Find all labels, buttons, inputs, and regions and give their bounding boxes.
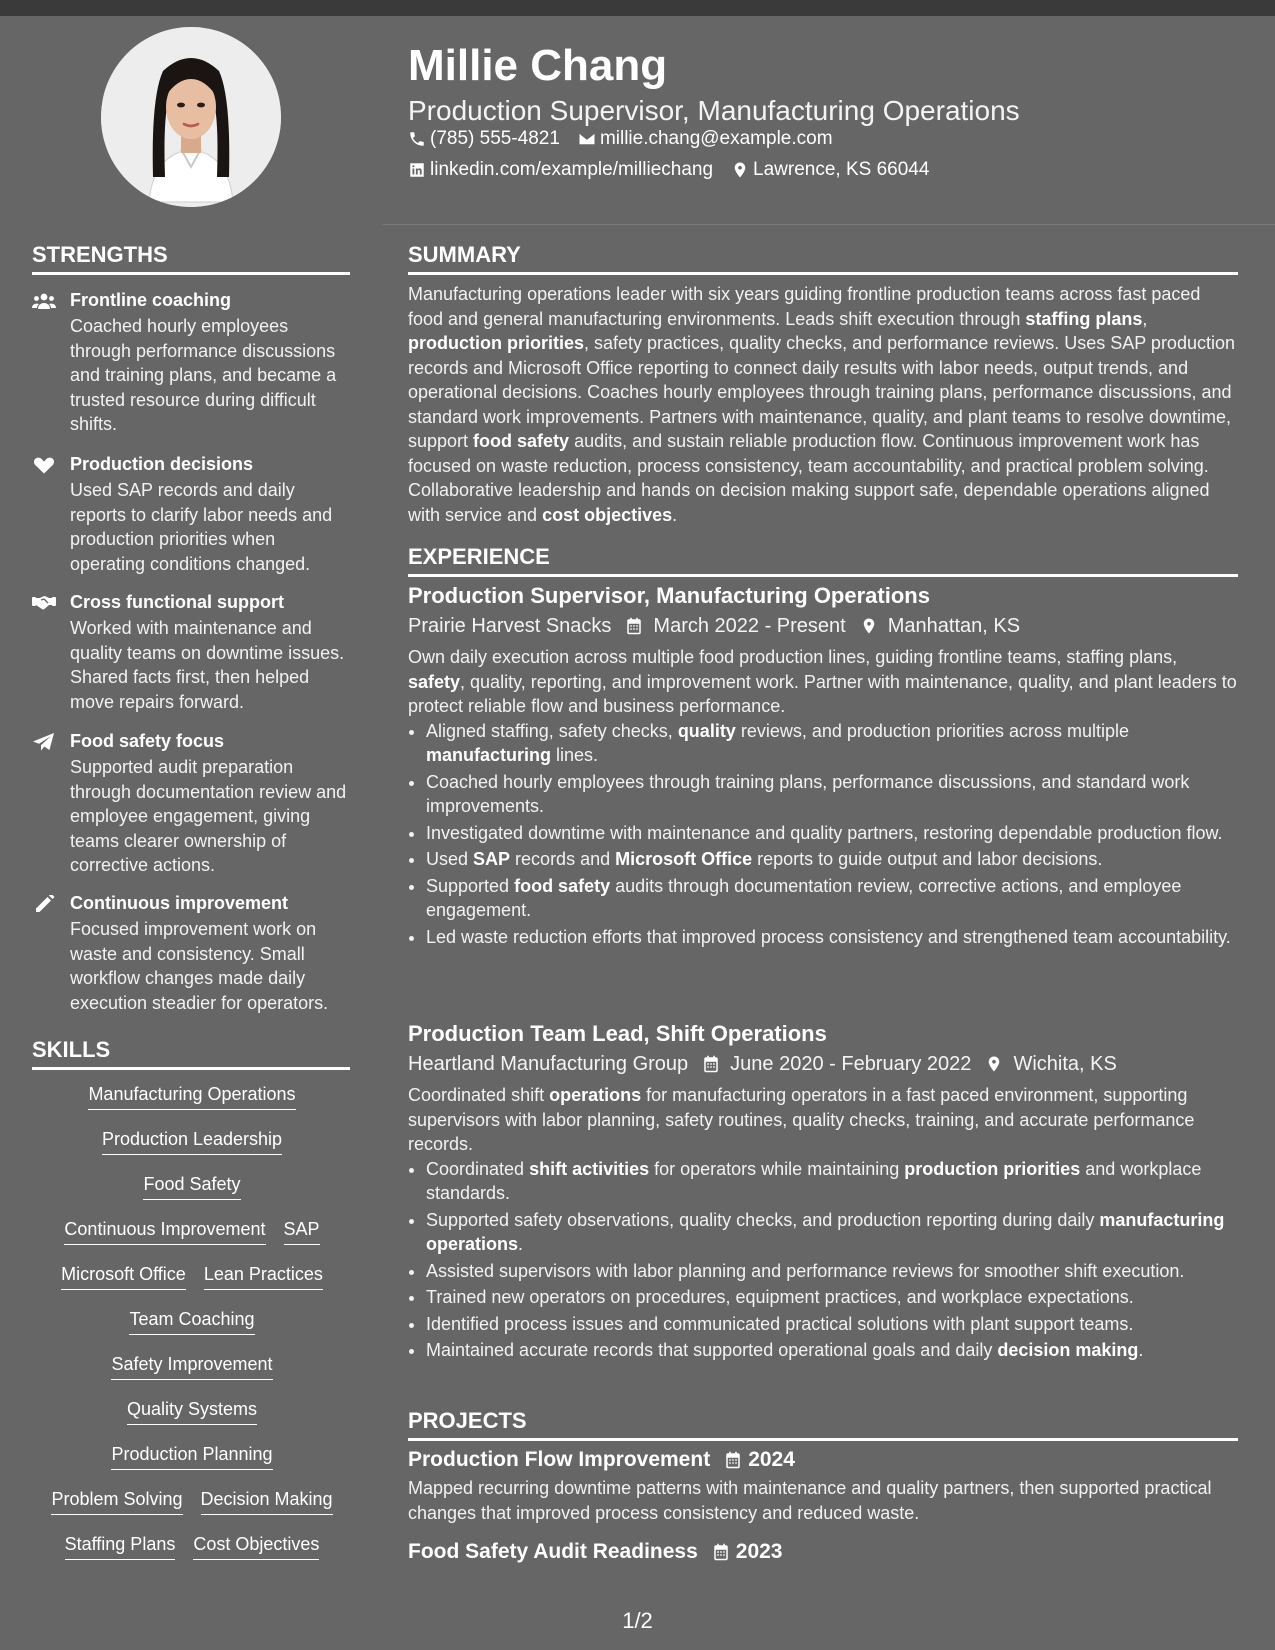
job-title: Production Team Lead, Shift Operations	[408, 1021, 827, 1046]
profile-photo	[101, 27, 281, 207]
project-year: 2023	[735, 1540, 783, 1563]
skill-tag: SAP	[284, 1218, 320, 1245]
skill-tag: Lean Practices	[204, 1263, 323, 1290]
phone-text: (785) 555-4821	[430, 128, 560, 149]
handshake-icon	[32, 594, 56, 612]
summary-text: Manufacturing operations leader with six years guiding frontline production teams across fast paced food and general manufacturing environments. Leads shift execution through staffing plans, production priorities, safety practices, quality checks, and performance reviews. Uses SAP production records and Microsoft Office reporting to connect daily results with labor needs, output trends, and operational decisions. Coaches hourly employees through training plans, performance discussions, and standard work improvements. Partners with maintenance, quality, and plant teams to resolve downtime, support food safety audits, and sustain reliable production flow. Continuous improvement work has focused on waste reduction, process consistency, team accountability, and practical problem solving. Collaborative leadership and hands on decision making support safe, dependable operations aligned with service and cost objectives.	[408, 284, 1235, 525]
strength-title: Food safety focus	[70, 731, 225, 751]
strength-title: Frontline coaching	[70, 290, 232, 310]
skill-tag: Quality Systems	[127, 1398, 257, 1425]
bullet-item: • Trained new operators on procedures, equipment practices, and workplace expectations.	[426, 1285, 1238, 1310]
strength-title: Continuous improvement	[70, 893, 289, 913]
portrait-illustration	[101, 27, 281, 207]
project-title: Production Flow Improvement	[408, 1448, 711, 1471]
header-divider	[383, 224, 1275, 225]
bullet-item: • Identified process issues and communicated practical solutions with plant support teams.	[426, 1312, 1238, 1337]
location-text: Lawrence, KS 66044	[753, 159, 930, 180]
job-meta	[408, 613, 1238, 639]
strength-desc: Supported audit preparation through documentation review and employee engagement, giving teams clearer ownership of corrective actions.	[70, 757, 347, 875]
skills-heading: SKILLS	[32, 1037, 350, 1070]
project-title: Food Safety Audit Readiness	[408, 1540, 698, 1563]
map-pin-icon	[860, 617, 878, 635]
phone-icon	[408, 130, 426, 148]
skill-tag: Production Planning	[111, 1443, 272, 1470]
map-pin-icon	[731, 161, 749, 179]
contact-row-2	[408, 159, 947, 182]
skill-tag: Team Coaching	[129, 1308, 254, 1335]
job-bullets	[408, 719, 1238, 950]
skills-list	[32, 1083, 352, 1578]
skill-tag: Manufacturing Operations	[88, 1083, 295, 1110]
project-year: 2024	[748, 1448, 795, 1471]
paper-plane-icon	[32, 733, 56, 751]
company-name: Prairie Harvest Snacks	[408, 615, 612, 637]
linkedin-icon	[408, 161, 426, 179]
calendar-icon	[625, 617, 643, 635]
strength-desc: Focused improvement work on waste and consistency. Small workflow changes made daily execution steadier for operators.	[70, 919, 329, 1013]
heart-icon	[32, 456, 56, 474]
bullet-item: • Used SAP records and Microsoft Office reports to guide output and labor decisions.	[426, 847, 1238, 872]
bullet-item: • Investigated downtime with maintenance and quality partners, restoring dependable production flow.	[426, 821, 1238, 846]
job-entry	[408, 1020, 1238, 1365]
project-entry	[408, 1447, 1238, 1525]
bullet-item: • Coordinated shift activities for operators while maintaining production priorities and workplace standards.	[426, 1157, 1238, 1206]
project-desc: Mapped recurring downtime patterns with maintenance and quality partners, then supported practical changes that improved process consistency and reduced waste.	[408, 1478, 1212, 1523]
bullet-item: • Assisted supervisors with labor planning and performance reviews for smoother shift execution.	[426, 1259, 1238, 1284]
bullet-item: • Aligned staffing, safety checks, quality reviews, and production priorities across multiple manufacturing lines.	[426, 719, 1238, 768]
strength-desc: Used SAP records and daily reports to clarify labor needs and production priorities when operating conditions changed.	[70, 480, 333, 574]
project-title-row	[408, 1539, 1238, 1565]
calendar-icon	[702, 1055, 720, 1073]
email-item[interactable]	[578, 128, 833, 151]
company-name: Heartland Manufacturing Group	[408, 1053, 689, 1075]
location-item	[731, 159, 929, 182]
skill-tag: Production Leadership	[102, 1128, 282, 1155]
bullet-item: • Led waste reduction efforts that improved process consistency and strengthened team accountability.	[426, 925, 1238, 950]
skill-tag: Continuous Improvement	[64, 1218, 265, 1245]
job-title: Production Supervisor, Manufacturing Operations	[408, 583, 930, 608]
linkedin-item[interactable]	[408, 159, 713, 182]
job-description: Own daily execution across multiple food production lines, guiding frontline teams, staffing plans, safety, quality, reporting, and improvement work. Partner with maintenance, quality, and plant leaders to protect reliable flow and business performance.	[408, 647, 1237, 716]
email-text[interactable]: millie.chang@example.com	[599, 128, 833, 149]
bullet-item: • Supported safety observations, quality checks, and production reporting during daily manufacturing operations.	[426, 1208, 1238, 1257]
job-location: Wichita, KS	[1013, 1053, 1117, 1075]
map-pin-icon	[985, 1055, 1003, 1073]
bullet-item: • Coached hourly employees through training plans, performance discussions, and standard work improvements.	[426, 770, 1238, 819]
envelope-icon	[578, 130, 596, 148]
job-meta	[408, 1051, 1238, 1077]
linkedin-text[interactable]: linkedin.com/example/milliechang	[430, 159, 714, 180]
projects-heading: PROJECTS	[408, 1408, 1238, 1441]
skill-tag: Microsoft Office	[61, 1263, 186, 1290]
summary-heading: SUMMARY	[408, 242, 1238, 275]
job-location: Manhattan, KS	[887, 615, 1021, 637]
candidate-title: Production Supervisor, Manufacturing Operations	[408, 95, 1020, 126]
experience-heading: EXPERIENCE	[408, 544, 1238, 577]
pencil-icon	[32, 895, 56, 913]
strength-desc: Worked with maintenance and quality teams on downtime issues. Shared facts first, then helped move repairs forward.	[70, 618, 345, 712]
bullet-item: • Supported food safety audits through documentation review, corrective actions, and employee engagement.	[426, 874, 1238, 923]
job-dates: June 2020 - February 2022	[730, 1053, 972, 1075]
job-entry	[408, 582, 1238, 951]
project-entry	[408, 1539, 1238, 1565]
page-number: 1/2	[622, 1608, 653, 1633]
users-icon	[32, 292, 56, 310]
calendar-icon	[712, 1543, 730, 1561]
skill-tag: Safety Improvement	[111, 1353, 272, 1380]
strength-title: Production decisions	[70, 454, 254, 474]
phone-item	[408, 128, 560, 151]
skill-tag: Problem Solving	[51, 1488, 182, 1515]
skill-tag: Food Safety	[143, 1173, 240, 1200]
project-title-row	[408, 1447, 1238, 1473]
skill-tag: Staffing Plans	[65, 1533, 176, 1560]
strengths-heading: STRENGTHS	[32, 242, 350, 275]
top-bar	[0, 0, 1275, 16]
calendar-icon	[724, 1451, 742, 1469]
skill-tag: Cost Objectives	[193, 1533, 319, 1560]
strength-title: Cross functional support	[70, 592, 285, 612]
contact-row-1	[408, 128, 851, 151]
job-dates: March 2022 - Present	[653, 615, 846, 637]
skill-tag: Decision Making	[201, 1488, 333, 1515]
job-description: Coordinated shift operations for manufacturing operators in a fast paced environment, supporting supervisors with labor planning, safety routines, quality checks, training, and accurate performance records.	[408, 1085, 1195, 1154]
candidate-name: Millie Chang	[408, 41, 668, 90]
strength-desc: Coached hourly employees through performance discussions and training plans, and became a trusted resource during difficult shifts.	[70, 316, 337, 434]
bullet-item: • Maintained accurate records that supported operational goals and daily decision making.	[426, 1338, 1238, 1363]
resume-page	[0, 16, 1275, 1650]
job-bullets	[408, 1157, 1238, 1363]
